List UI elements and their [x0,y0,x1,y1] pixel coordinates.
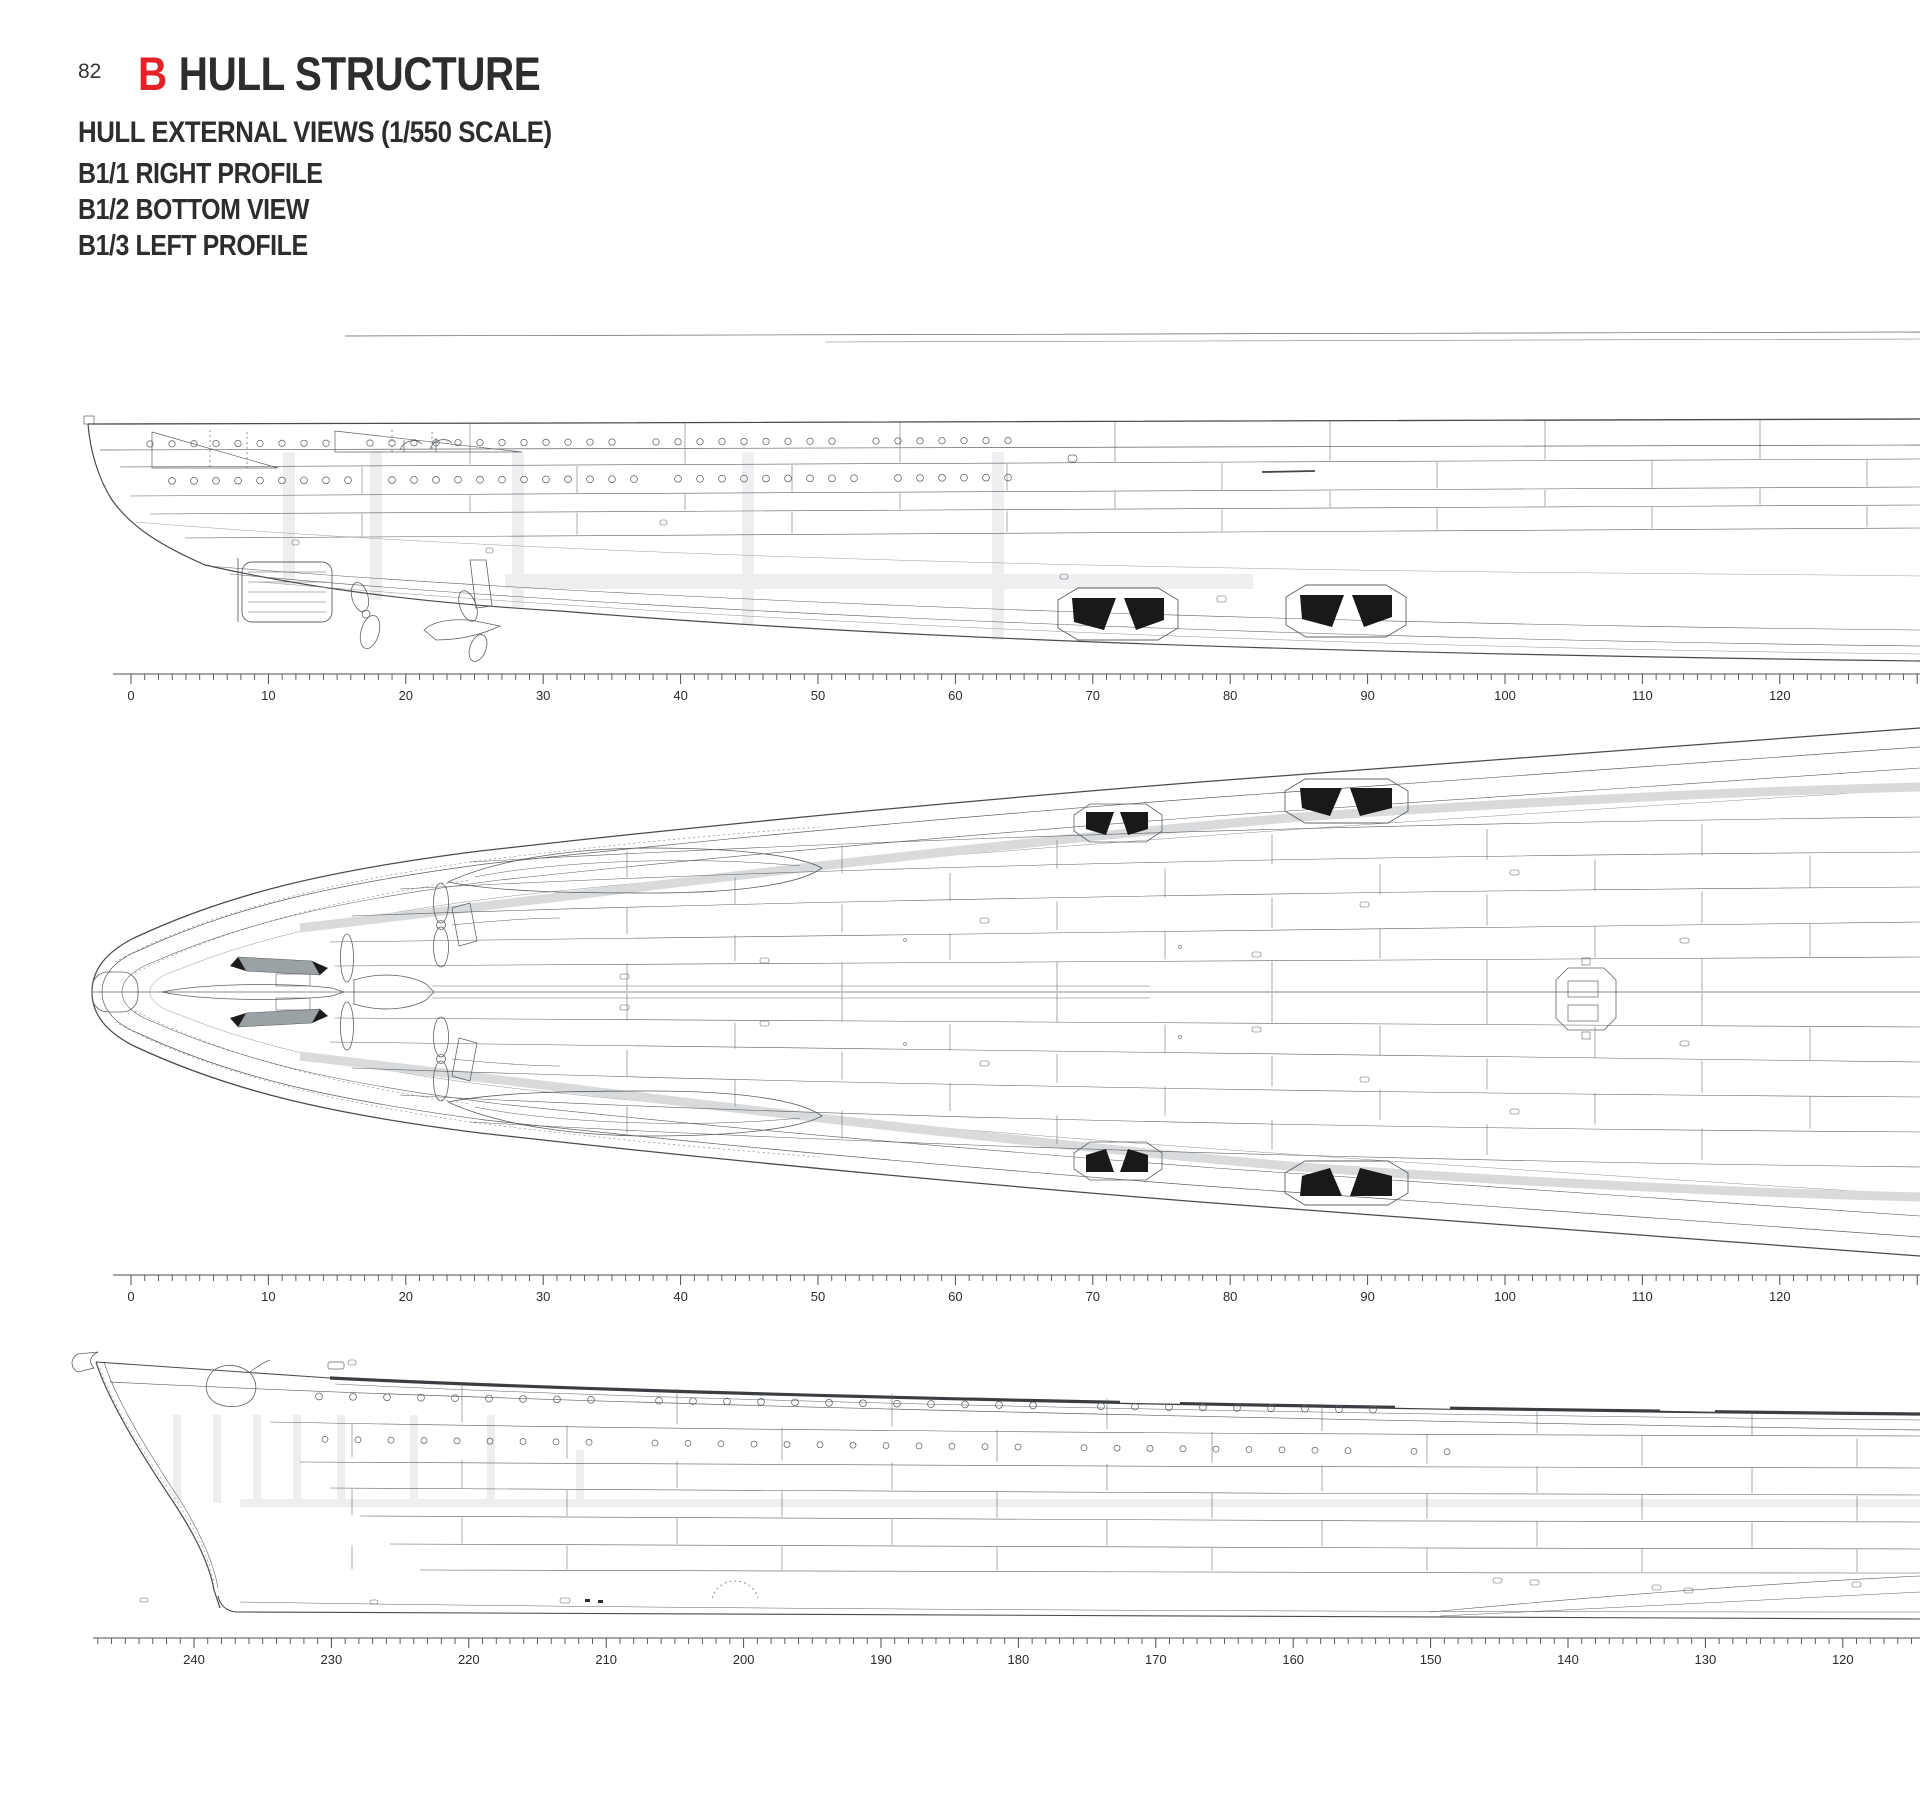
porthole-rows [147,437,1012,484]
deck-edge-lines [345,332,1920,342]
view-label-left-profile: B1/3 LEFT PROFILE [78,230,308,262]
rivet-seam-dashes [115,827,820,973]
plate-subtitle: HULL EXTERNAL VIEWS (1/550 SCALE) [78,116,552,149]
svg-text:60: 60 [948,1289,963,1304]
bow-plating-seams [270,1422,1920,1573]
svg-text:110: 110 [1632,1289,1653,1304]
svg-text:240: 240 [183,1652,205,1667]
svg-text:110: 110 [1632,688,1653,703]
bow-fittings [206,1360,356,1407]
svg-text:80: 80 [1222,1289,1238,1304]
section-title: HULL STRUCTURE [178,47,541,100]
bottom-view-frame-scale [113,1275,1920,1304]
right-profile-frame-scale [113,674,1920,703]
propeller-strut [470,560,492,608]
svg-text:120: 120 [1831,1652,1854,1667]
svg-text:20: 20 [398,1289,414,1304]
bottom-small-fittings [620,870,1689,979]
left-profile-frame-scale [93,1638,1920,1667]
svg-text:40: 40 [673,688,688,703]
shell-plating-seams [120,459,1920,654]
center-propeller-blade [341,1002,354,1050]
center-propeller-blade [341,934,354,982]
bilge-openings [140,1578,1861,1604]
svg-text:120: 120 [1768,1289,1791,1304]
svg-text:70: 70 [1085,1289,1101,1304]
right-profile-drawing [84,332,1920,664]
svg-text:130: 130 [1694,1652,1717,1667]
hull-outline [92,728,1920,992]
bottom-view-port-half [92,728,1920,992]
svg-text:150: 150 [1419,1652,1442,1667]
windlass [328,1362,344,1369]
section-letter: B [138,47,167,100]
view-label-right-profile: B1/1 RIGHT PROFILE [78,158,323,190]
plate-butt-joints [362,420,1867,536]
svg-text:90: 90 [1360,1289,1375,1304]
bottom-view-starboard-half [92,992,1920,1256]
hull-small-fittings [292,520,1226,602]
left-profile-drawing [72,1352,1920,1619]
page-number: 82 [78,60,102,83]
frame-scale-rulers [93,674,1920,1667]
svg-text:0: 0 [127,688,135,703]
svg-text:230: 230 [320,1652,343,1667]
bow-stem [72,1352,220,1608]
counter-gray-pad [230,957,328,986]
centerline-features [92,934,1920,1050]
svg-text:220: 220 [457,1652,480,1667]
bottom-view-drawing [92,728,1920,1256]
svg-text:30: 30 [535,1289,551,1304]
stem-head-fitting [72,1352,98,1372]
discharge-openings [1058,585,1406,640]
svg-text:60: 60 [948,688,963,703]
svg-text:50: 50 [810,1289,826,1304]
forecastle-deck-lines [96,1362,1920,1430]
dashed-arc-marking [712,1581,758,1598]
svg-text:100: 100 [1494,1289,1516,1304]
svg-text:210: 210 [595,1652,618,1667]
svg-text:0: 0 [127,1289,135,1304]
svg-text:120: 120 [1768,688,1791,703]
bow-porthole-rows [316,1393,1450,1455]
svg-text:10: 10 [261,1289,276,1304]
svg-text:40: 40 [673,1289,688,1304]
svg-text:100: 100 [1494,688,1516,703]
svg-text:20: 20 [398,688,414,703]
svg-text:50: 50 [810,688,826,703]
svg-text:190: 190 [870,1652,892,1667]
svg-text:70: 70 [1085,688,1101,703]
svg-text:160: 160 [1282,1652,1305,1667]
svg-text:170: 170 [1144,1652,1167,1667]
svg-text:10: 10 [261,688,276,703]
svg-text:30: 30 [535,688,551,703]
keel-line [218,1596,1920,1619]
bottom-plate-butt-joints [627,824,1810,991]
svg-text:140: 140 [1557,1652,1579,1667]
svg-text:180: 180 [1007,1652,1030,1667]
bow-gray-shading [173,1415,1920,1507]
view-label-bottom-view: B1/2 BOTTOM VIEW [78,194,310,226]
svg-text:80: 80 [1222,688,1238,703]
svg-text:200: 200 [732,1652,755,1667]
stern-deck-fittings [152,430,1315,472]
keel-and-bilge [140,1576,1920,1619]
svg-text:90: 90 [1360,688,1375,703]
